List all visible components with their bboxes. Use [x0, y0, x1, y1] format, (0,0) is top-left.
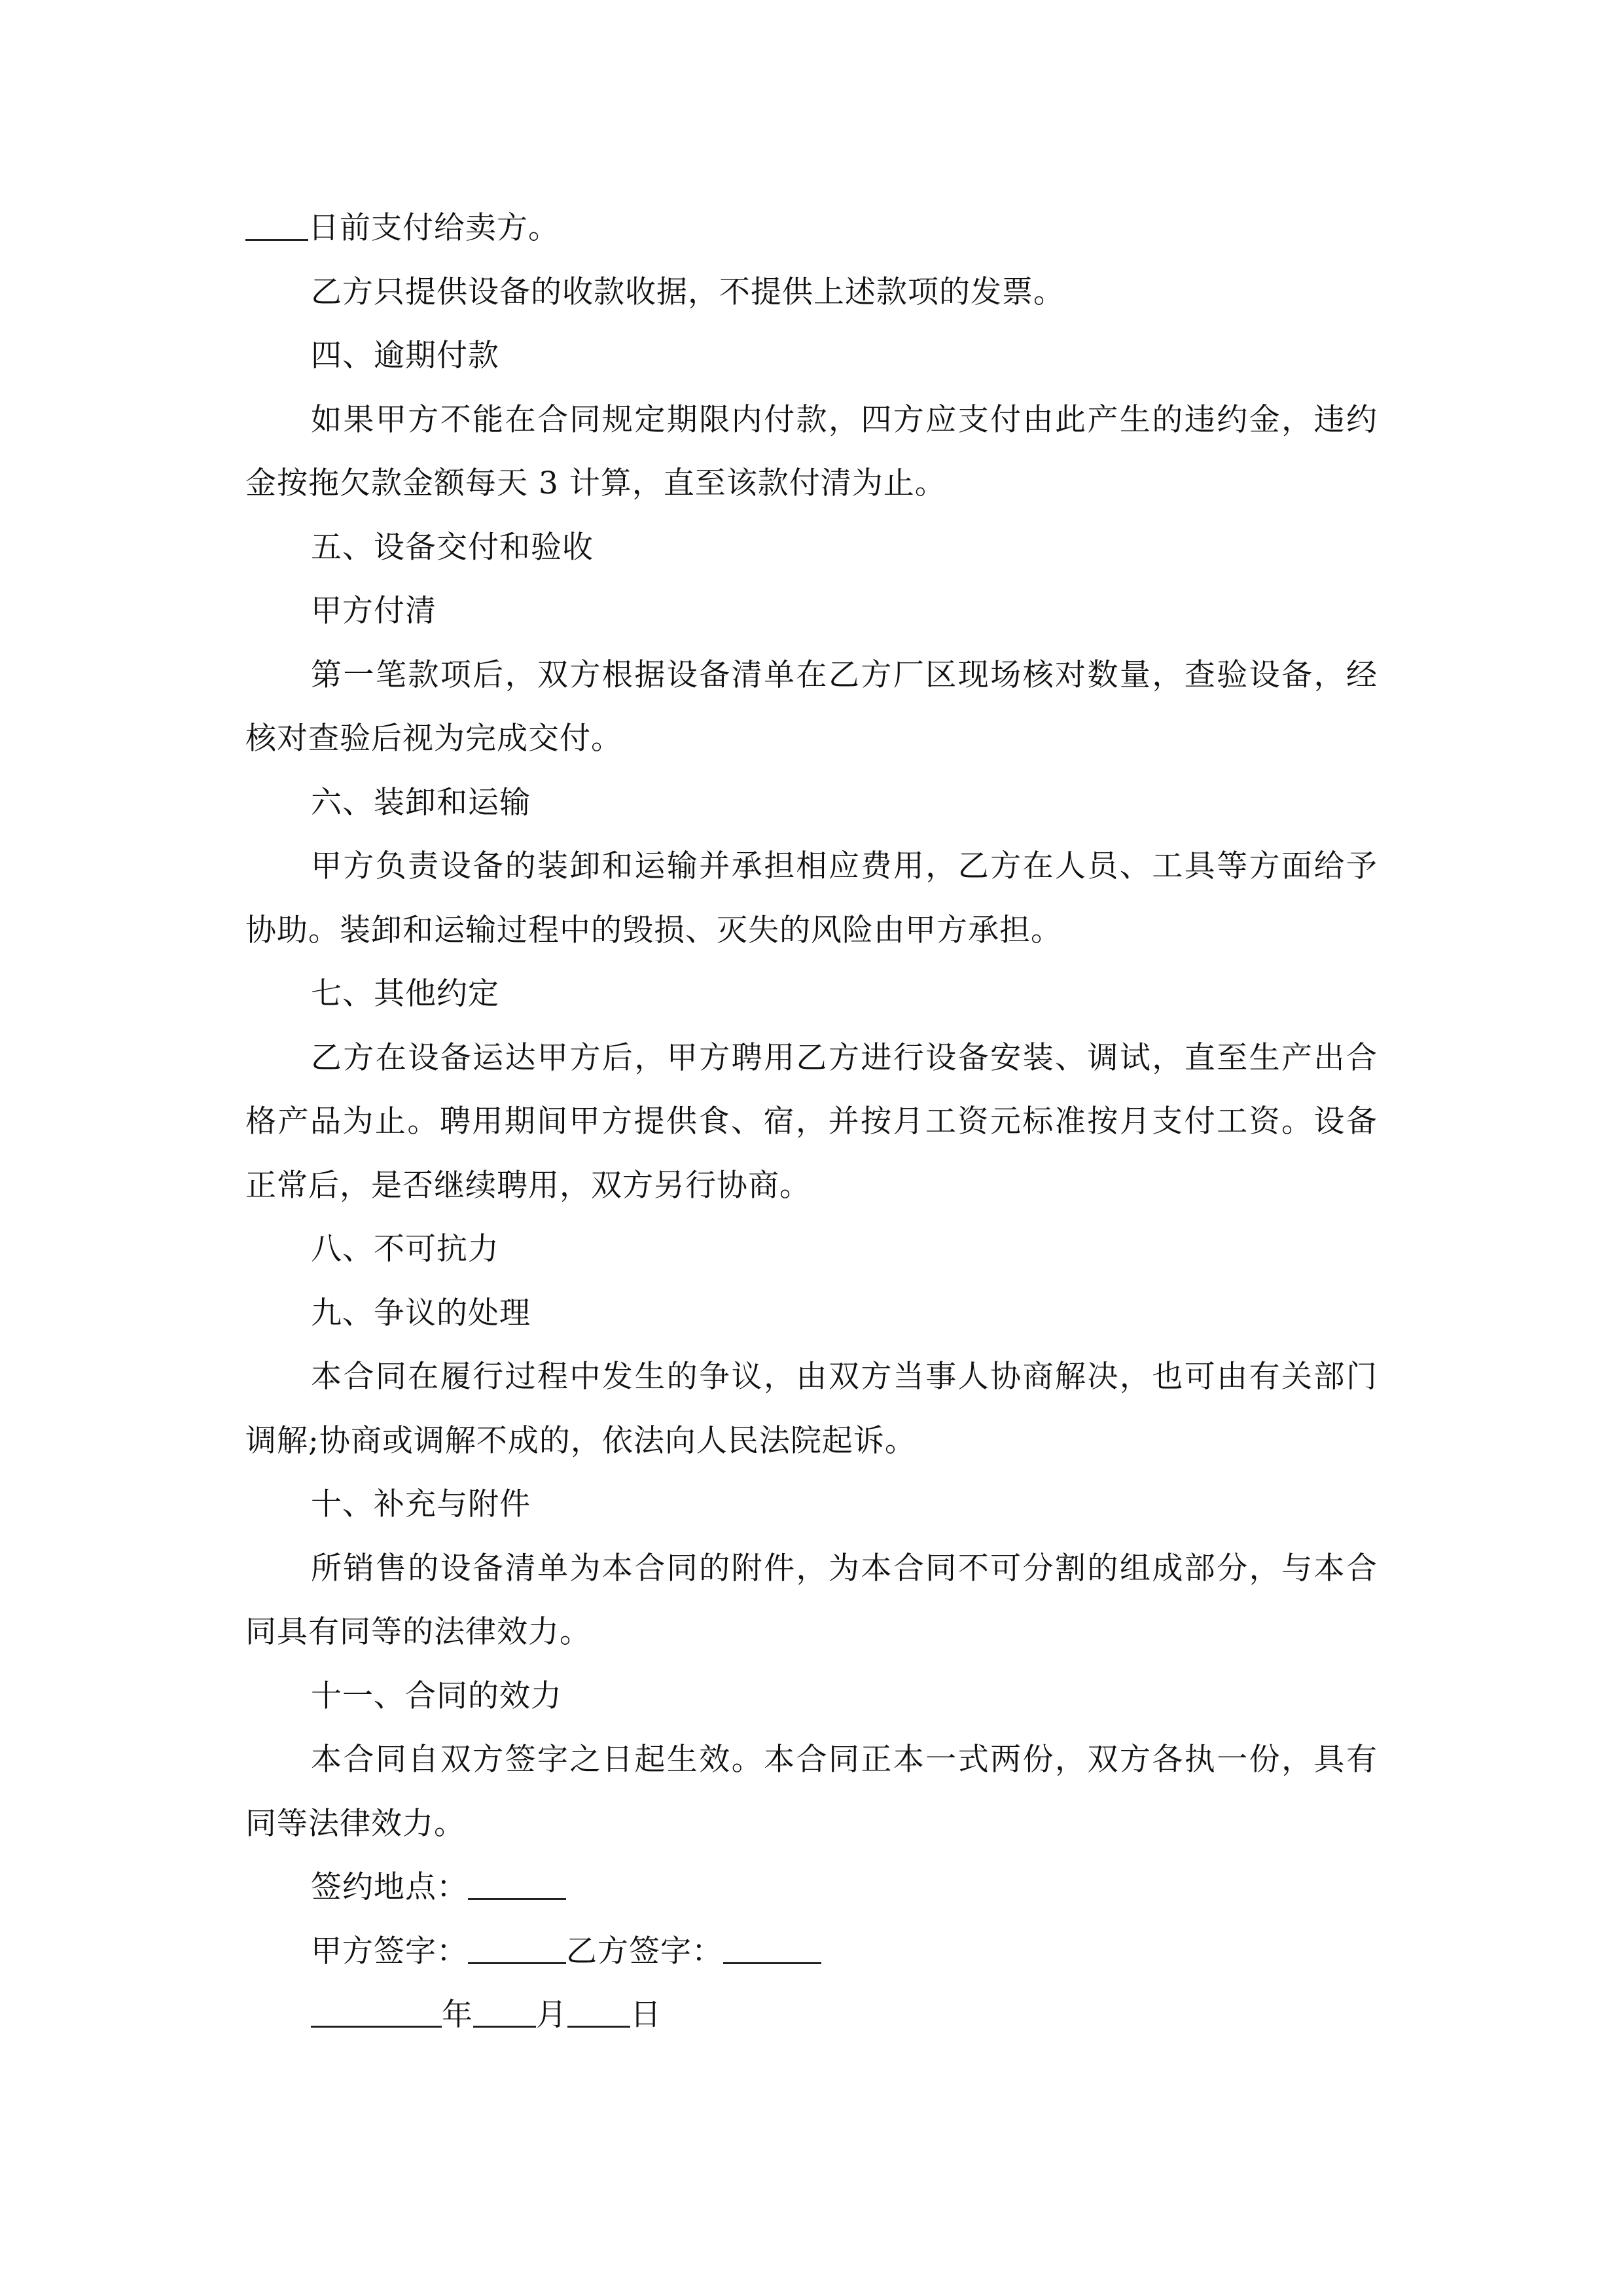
party-a-signature-blank [468, 1936, 566, 1964]
paragraph-line: 本合同自双方签字之日起生效。本合同正本一式两份，双方各执一份，具有 [311, 1742, 1378, 1778]
signing-place-label: 签约地点： [311, 1869, 468, 1905]
year-label: 年 [442, 1997, 473, 2033]
section-heading-supplement: 十、补充与附件 [311, 1486, 531, 1522]
section-heading-force-majeure: 八、不可抗力 [311, 1231, 499, 1267]
year-blank [311, 2000, 442, 2028]
paragraph-line: 同等法律效力。 [245, 1805, 465, 1842]
paragraph-line: 调解;协商或调解不成的，依法向人民法院起诉。 [245, 1422, 916, 1459]
payment-date-line: 日前支付给卖方。 [245, 196, 1378, 260]
day-label: 日 [630, 1997, 662, 2033]
party-a-signature-label: 甲方签字： [311, 1933, 468, 1969]
paragraph-line: 甲方负责设备的装卸和运输并承担相应费用，乙方在人员、工具等方面给予 [311, 848, 1378, 884]
paragraph-line: 甲方付清 [311, 593, 437, 629]
month-label: 月 [536, 1997, 567, 2033]
blank-underline [245, 213, 308, 241]
signing-place-blank [468, 1872, 566, 1900]
signing-place-line [245, 1856, 1378, 1920]
section-heading-delivery: 五、设备交付和验收 [311, 529, 594, 565]
paragraph-line: 本合同在履行过程中发生的争议，由双方当事人协商解决，也可由有关部门 [311, 1359, 1378, 1395]
section-heading-validity: 十一、合同的效力 [311, 1677, 562, 1714]
party-b-signature-blank [723, 1936, 821, 1964]
paragraph-line: 正常后，是否继续聘用，双方另行协商。 [245, 1167, 811, 1204]
date-line [245, 1983, 1378, 2047]
section-heading-overdue: 四、逾期付款 [311, 338, 499, 374]
paragraph-line: 同具有同等的法律效力。 [245, 1614, 591, 1650]
paragraph-line: 核对查验后视为完成交付。 [245, 721, 622, 757]
signature-line [245, 1920, 1378, 1984]
section-heading-dispute: 九、争议的处理 [311, 1295, 531, 1331]
paragraph-line: 所销售的设备清单为本合同的附件，为本合同不可分割的组成部分，与本合 [311, 1550, 1378, 1587]
party-b-signature-label: 乙方签字： [566, 1933, 723, 1969]
paragraph-line: 第一笔款项后，双方根据设备清单在乙方厂区现场核对数量，查验设备，经 [311, 656, 1378, 693]
paragraph-line: 格产品为止。聘用期间甲方提供食、宿，并按月工资元标准按月支付工资。设备 [245, 1103, 1378, 1139]
paragraph-line: 乙方在设备运达甲方后，甲方聘用乙方进行设备安装、调试，直至生产出合 [311, 1039, 1378, 1076]
paragraph-line: 协助。装卸和运输过程中的毁损、灭失的风险由甲方承担。 [245, 912, 1062, 948]
contract-body [245, 196, 1378, 2047]
section-heading-other: 七、其他约定 [311, 976, 499, 1012]
paragraph-line: 如果甲方不能在合同规定期限内付款，四方应支付由此产生的违约金，违约 [311, 401, 1378, 438]
month-blank [473, 2000, 536, 2028]
day-blank [567, 2000, 630, 2028]
receipt-clause: 乙方只提供设备的收款收据，不提供上述款项的发票。 [311, 274, 1065, 310]
section-heading-transport: 六、装卸和运输 [311, 784, 531, 821]
paragraph-line: 金按拖欠款金额每天 3 计算，直至该款付清为止。 [245, 465, 946, 501]
